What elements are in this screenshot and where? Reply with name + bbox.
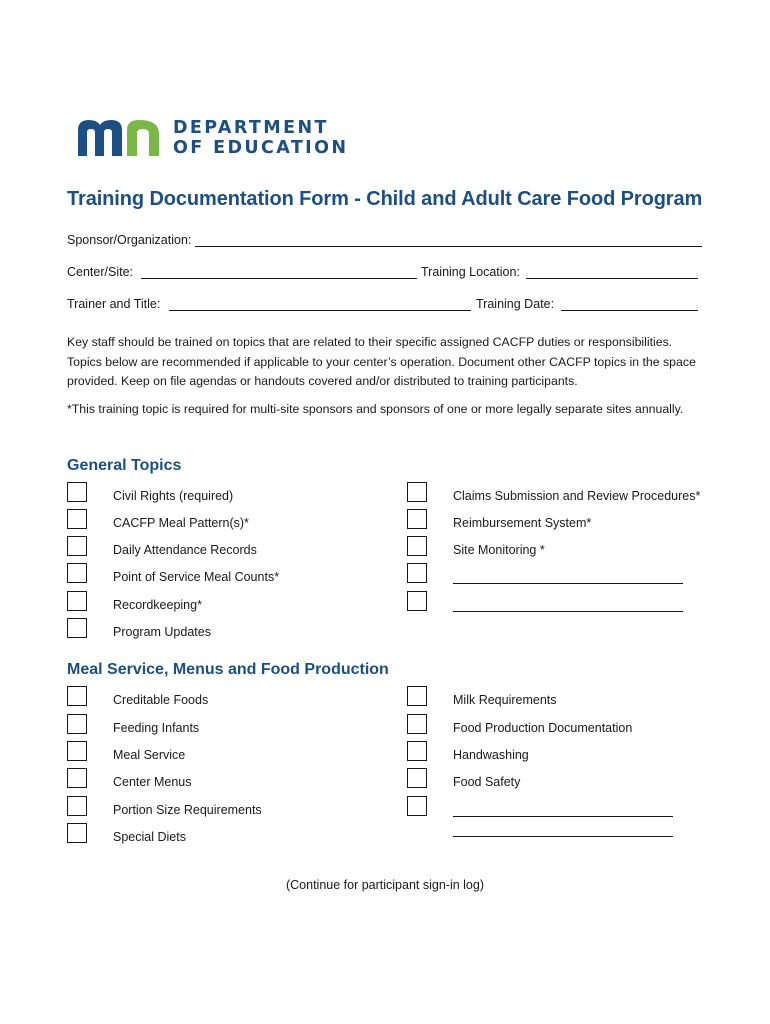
topic-label: Daily Attendance Records	[113, 543, 257, 557]
training-date-field[interactable]	[561, 310, 698, 311]
topic-label: Meal Service	[113, 748, 186, 762]
general-topics-heading: General Topics	[67, 457, 182, 474]
sponsor-label: Sponsor/Organization:	[67, 233, 192, 247]
topic-label: Program Updates	[113, 625, 211, 639]
checkbox-feeding-infants[interactable]	[67, 714, 87, 734]
center-site-field[interactable]	[141, 278, 417, 279]
mn-logo-icon	[75, 116, 161, 158]
mde-logo	[75, 116, 365, 160]
checkbox-food-production-doc[interactable]	[407, 714, 427, 734]
topic-label: Claims Submission and Review Procedures*	[453, 489, 701, 503]
topic-label: Food Production Documentation	[453, 721, 633, 735]
checkbox-food-safety[interactable]	[407, 768, 427, 788]
topic-label: Milk Requirements	[453, 693, 557, 707]
checkbox-reimbursement[interactable]	[407, 509, 427, 529]
topic-label: Reimbursement System*	[453, 516, 592, 530]
training-date-label: Training Date:	[476, 297, 555, 311]
other-topic-field[interactable]	[453, 816, 673, 817]
other-topic-field[interactable]	[453, 583, 683, 584]
checkbox-special-diets[interactable]	[67, 823, 87, 843]
checkbox-other-general-2[interactable]	[407, 591, 427, 611]
topic-label: Portion Size Requirements	[113, 803, 262, 817]
checkbox-portion-size[interactable]	[67, 796, 87, 816]
checkbox-creditable-foods[interactable]	[67, 686, 87, 706]
checkbox-meal-pattern[interactable]	[67, 509, 87, 529]
logo-text-line2: OF EDUCATION	[173, 138, 349, 158]
topic-label: Handwashing	[453, 748, 529, 762]
topic-label: Civil Rights (required)	[113, 489, 234, 503]
checkbox-milk-requirements[interactable]	[407, 686, 427, 706]
training-location-label: Training Location:	[421, 265, 520, 279]
required-note: *This training topic is required for multi-site sponsors and sponsors of one or more legally separate sites annually.	[67, 402, 684, 416]
topic-label: Creditable Foods	[113, 693, 209, 707]
checkbox-recordkeeping[interactable]	[67, 591, 87, 611]
center-site-label: Center/Site:	[67, 265, 134, 279]
topic-label: Feeding Infants	[113, 721, 200, 735]
form-title: Training Documentation Form - Child and Adult Care Food Program	[67, 188, 703, 210]
topic-label: Recordkeeping*	[113, 598, 202, 612]
checkbox-claims-submission[interactable]	[407, 482, 427, 502]
topic-label: Site Monitoring *	[453, 543, 545, 557]
topic-label: Point of Service Meal Counts*	[113, 570, 280, 584]
trainer-title-label: Trainer and Title:	[67, 297, 161, 311]
checkbox-civil-rights[interactable]	[67, 482, 87, 502]
sponsor-field[interactable]	[195, 246, 702, 247]
checkbox-program-updates[interactable]	[67, 618, 87, 638]
checkbox-handwashing[interactable]	[407, 741, 427, 761]
other-topic-field[interactable]	[453, 836, 673, 837]
trainer-title-field[interactable]	[169, 310, 471, 311]
checkbox-site-monitoring[interactable]	[407, 536, 427, 556]
topic-label: CACFP Meal Pattern(s)*	[113, 516, 249, 530]
intro-paragraph: Key staff should be trained on topics that are related to their specific assigned CACFP duties or responsibilities. Topics below are recommended if applicable to your center’s operation. Document other CACFP topics in the space provided. Keep on file agendas or handouts covered and/or distributed to training participants.	[67, 335, 696, 388]
continue-note: (Continue for participant sign-in log)	[285, 878, 485, 892]
checkbox-meal-service[interactable]	[67, 741, 87, 761]
topic-label: Special Diets	[113, 830, 186, 844]
checkbox-other-meal-1[interactable]	[407, 796, 427, 816]
topic-label: Food Safety	[453, 775, 521, 789]
meal-service-heading: Meal Service, Menus and Food Production	[67, 661, 389, 678]
training-location-field[interactable]	[526, 278, 698, 279]
topic-label: Center Menus	[113, 775, 192, 789]
checkbox-center-menus[interactable]	[67, 768, 87, 788]
checkbox-point-of-service[interactable]	[67, 563, 87, 583]
checkbox-other-general-1[interactable]	[407, 563, 427, 583]
other-topic-field[interactable]	[453, 611, 683, 612]
checkbox-daily-attendance[interactable]	[67, 536, 87, 556]
logo-text-line1: DEPARTMENT	[173, 118, 329, 138]
